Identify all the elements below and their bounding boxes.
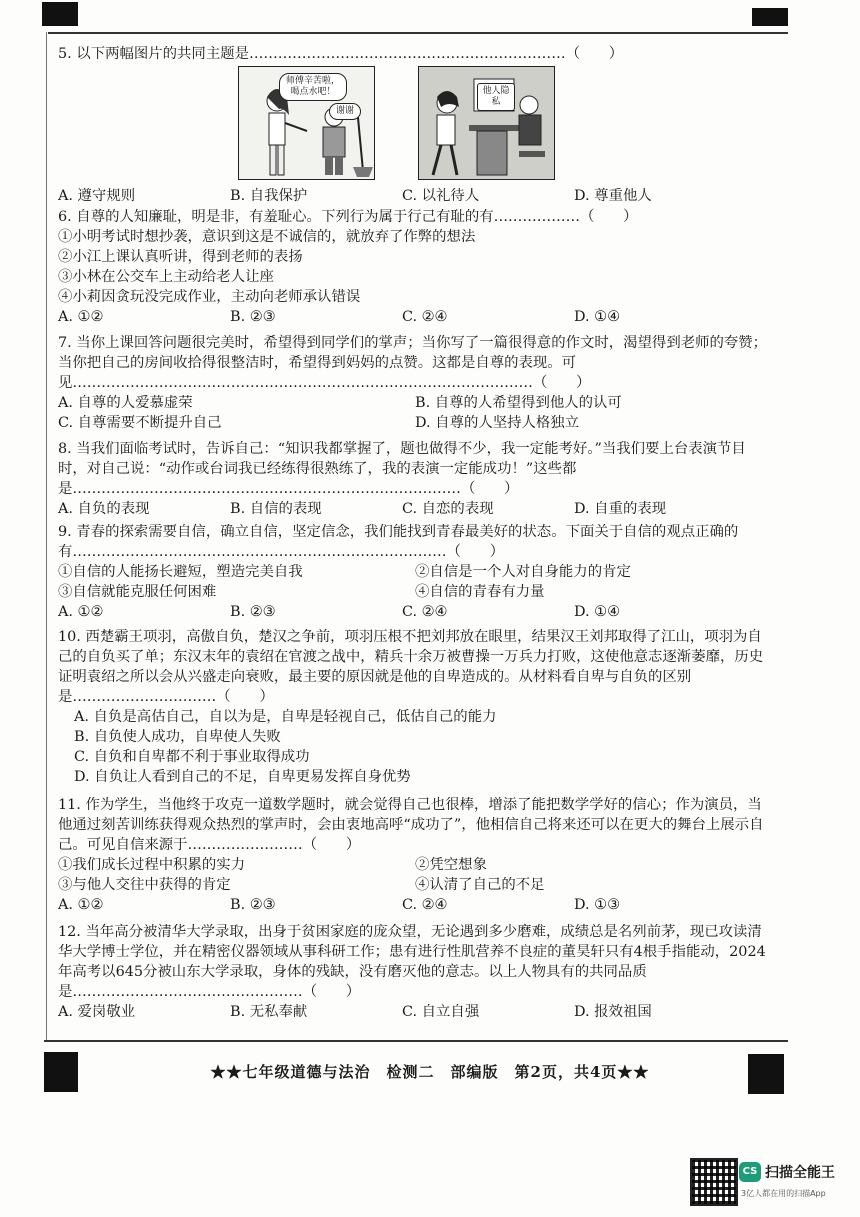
watermark-tagline: 3亿人都在用的扫描App [741,1189,826,1198]
speech-bubble: 师傅辛苦啦，喝点水吧！ [279,73,347,101]
statement: ①小明考试时想抄袭，意识到这是不诚信的，就放弃了作弊的想法 [58,229,476,245]
option: A. ①② [58,604,104,620]
option: A. 自尊的人爱慕虚荣 [58,395,193,411]
options [58,895,773,915]
question-stem: 7. 当你上课回答问题很完美时，希望得到同学们的掌声；当你写了一篇很得意的作文时，渴望得到老师的夸赞；当你把自己的房间收拾得很整洁时，希望得到妈妈的点赞。这都是自尊的表现。可见……………………………………………………………………………………（ ） [58,335,768,391]
question-11 [58,795,773,915]
question-8 [58,439,773,519]
statement: ③与他人交往中获得的肯定 [58,877,231,893]
illustration-privacy [418,66,555,180]
option: C. 自尊需要不断提升自己 [58,415,222,431]
option: C. ②④ [402,897,448,913]
question-stem: 11. 作为学生，当他终于攻克一道数学题时，就会觉得自己也很棒，增添了能把数学学好的信心；作为演员，当他通过刻苦训练获得观众热烈的掌声时，会由衷地高呼“成功了”，他相信自己将来还可以在更大的舞台上展示自己。可见自信来源于……………………（ ） [58,797,764,853]
option: A. ①② [58,309,104,325]
statements [58,855,773,875]
option: B. 自负使人成功，自卑使人失败 [74,729,281,745]
question-stem: 12. 当年高分被清华大学录取，出身于贫困家庭的庞众望，无论遇到多少磨难，成绩总是名列前茅，现已攻读清华大学博士学位，并在精密仪器领域从事科研工作；患有进行性肌营养不良症的董昊轩只有4根手指能动，2024年高考以645分被山东大学录取，身体的残缺，没有磨灭他的意志。以上人物具有的共同品质是…………………………………………（ ） [58,924,766,1000]
option: A. 爱岗敬业 [58,1004,136,1020]
frame-line [46,32,47,1040]
frame-line [48,32,788,34]
statement: ①自信的人能扬长避短，塑造完美自我 [58,564,303,580]
question-5-options [58,186,773,206]
option: C. ②④ [402,309,448,325]
option: C. 自恋的表现 [402,501,494,517]
option: B. ②③ [230,309,276,325]
statements [58,582,773,602]
option: D. 自重的表现 [574,501,667,517]
registration-mark [752,8,788,26]
option: C. 自立自强 [402,1004,480,1020]
option: A. ①② [58,897,104,913]
option: A. 自负的表现 [58,501,150,517]
statements [58,562,773,582]
question-12 [58,922,773,1022]
option: C. 以礼待人 [402,188,480,204]
option: D. 尊重他人 [574,188,652,204]
watermark-brand: 扫描全能王 [765,1165,835,1181]
question-stem: 5. 以下两幅图片的共同主题是…………………………………………………………（ ） [58,46,624,62]
options [58,602,773,622]
option: D. 自负让人看到自己的不足，自卑更易发挥自身优势 [74,769,411,785]
question-10 [58,627,773,787]
option: B. 无私奉献 [230,1004,308,1020]
option: B. 自尊的人希望得到他人的认可 [415,395,622,411]
options [58,413,773,433]
statement: ②小江上课认真听讲，得到老师的表扬 [58,249,303,265]
question-stem: 8. 当我们面临考试时，告诉自己：“知识我都掌握了，题也做得不少，我一定能考好。”当我们要上台表演节目时，对自己说：“动作或台词我已经练得很熟练了，我的表演一定能成功！”这些都是………………………………………………………………………（ ） [58,441,746,497]
option: D. ①④ [574,604,620,620]
statement: ①我们成长过程中积累的实力 [58,857,246,873]
statement: ②凭空想象 [415,857,487,873]
question-7 [58,333,773,433]
question-9 [58,522,773,622]
question-stem: 10. 西楚霸王项羽，高傲自负，楚汉之争前，项羽压根不把刘邦放在眼里，结果汉王刘邦取得了江山，项羽为自己的自负买了单；东汉末年的袁绍在官渡之战中，精兵十余万被曹操一万兵力打败，这使他意志逐渐萎靡，历史证明袁绍之所以会从兴盛走向衰败，最主要的原因就是他的自卑造成的。从材料看自卑与自负的区别是…………………………（ ） [58,629,764,705]
statements [58,875,773,895]
options [58,499,773,519]
qr-code [690,1158,738,1206]
page-footer: ★★七年级道德与法治 检测二 部编版 第2页，共4页★★ [210,1063,650,1081]
option: C. 自负和自卑都不利于事业取得成功 [74,749,310,765]
question-6 [58,207,773,327]
options [58,1002,773,1022]
option: B. ②③ [230,897,276,913]
illustration-offering-water [238,66,375,180]
options [58,307,773,327]
statement: ③自信就能克服任何困难 [58,584,217,600]
statement: ④小莉因贪玩没完成作业，主动向老师承认错误 [58,289,361,305]
statement: ④自信的青春有力量 [415,584,545,600]
frame-line [44,1040,788,1042]
monitor-screen-text: 他人隐私 [477,83,515,111]
option: C. ②④ [402,604,448,620]
option: A. 遵守规则 [58,188,136,204]
question-stem: 6. 自尊的人知廉耻，明是非，有羞耻心。下列行为属于行己有耻的有………………（ ） [58,209,638,225]
speech-bubble: 谢谢 [329,103,361,120]
camscanner-logo-icon: CS [739,1162,761,1182]
registration-mark [42,2,78,26]
question-stem: 9. 青春的探索需要自信，确立自信，坚定信念，我们能找到青春最美好的状态。下面关于自信的观点正确的有……………………………………………………………………（ ） [58,524,739,560]
option: B. ②③ [230,604,276,620]
option: D. ①③ [574,897,620,913]
statement: ②自信是一个人对自身能力的肯定 [415,564,631,580]
question-5 [58,44,773,64]
option: B. 自我保护 [230,188,308,204]
options [58,186,773,206]
statement: ④认清了自己的不足 [415,877,545,893]
option: B. 自信的表现 [230,501,322,517]
option: D. ①④ [574,309,620,325]
statement: ③小林在公交车上主动给老人让座 [58,269,274,285]
option: D. 报效祖国 [574,1004,652,1020]
option: D. 自尊的人坚持人格独立 [415,415,580,431]
option: A. 自负是高估自己，自以为是，自卑是轻视自己，低估自己的能力 [74,709,497,725]
options [58,393,773,413]
